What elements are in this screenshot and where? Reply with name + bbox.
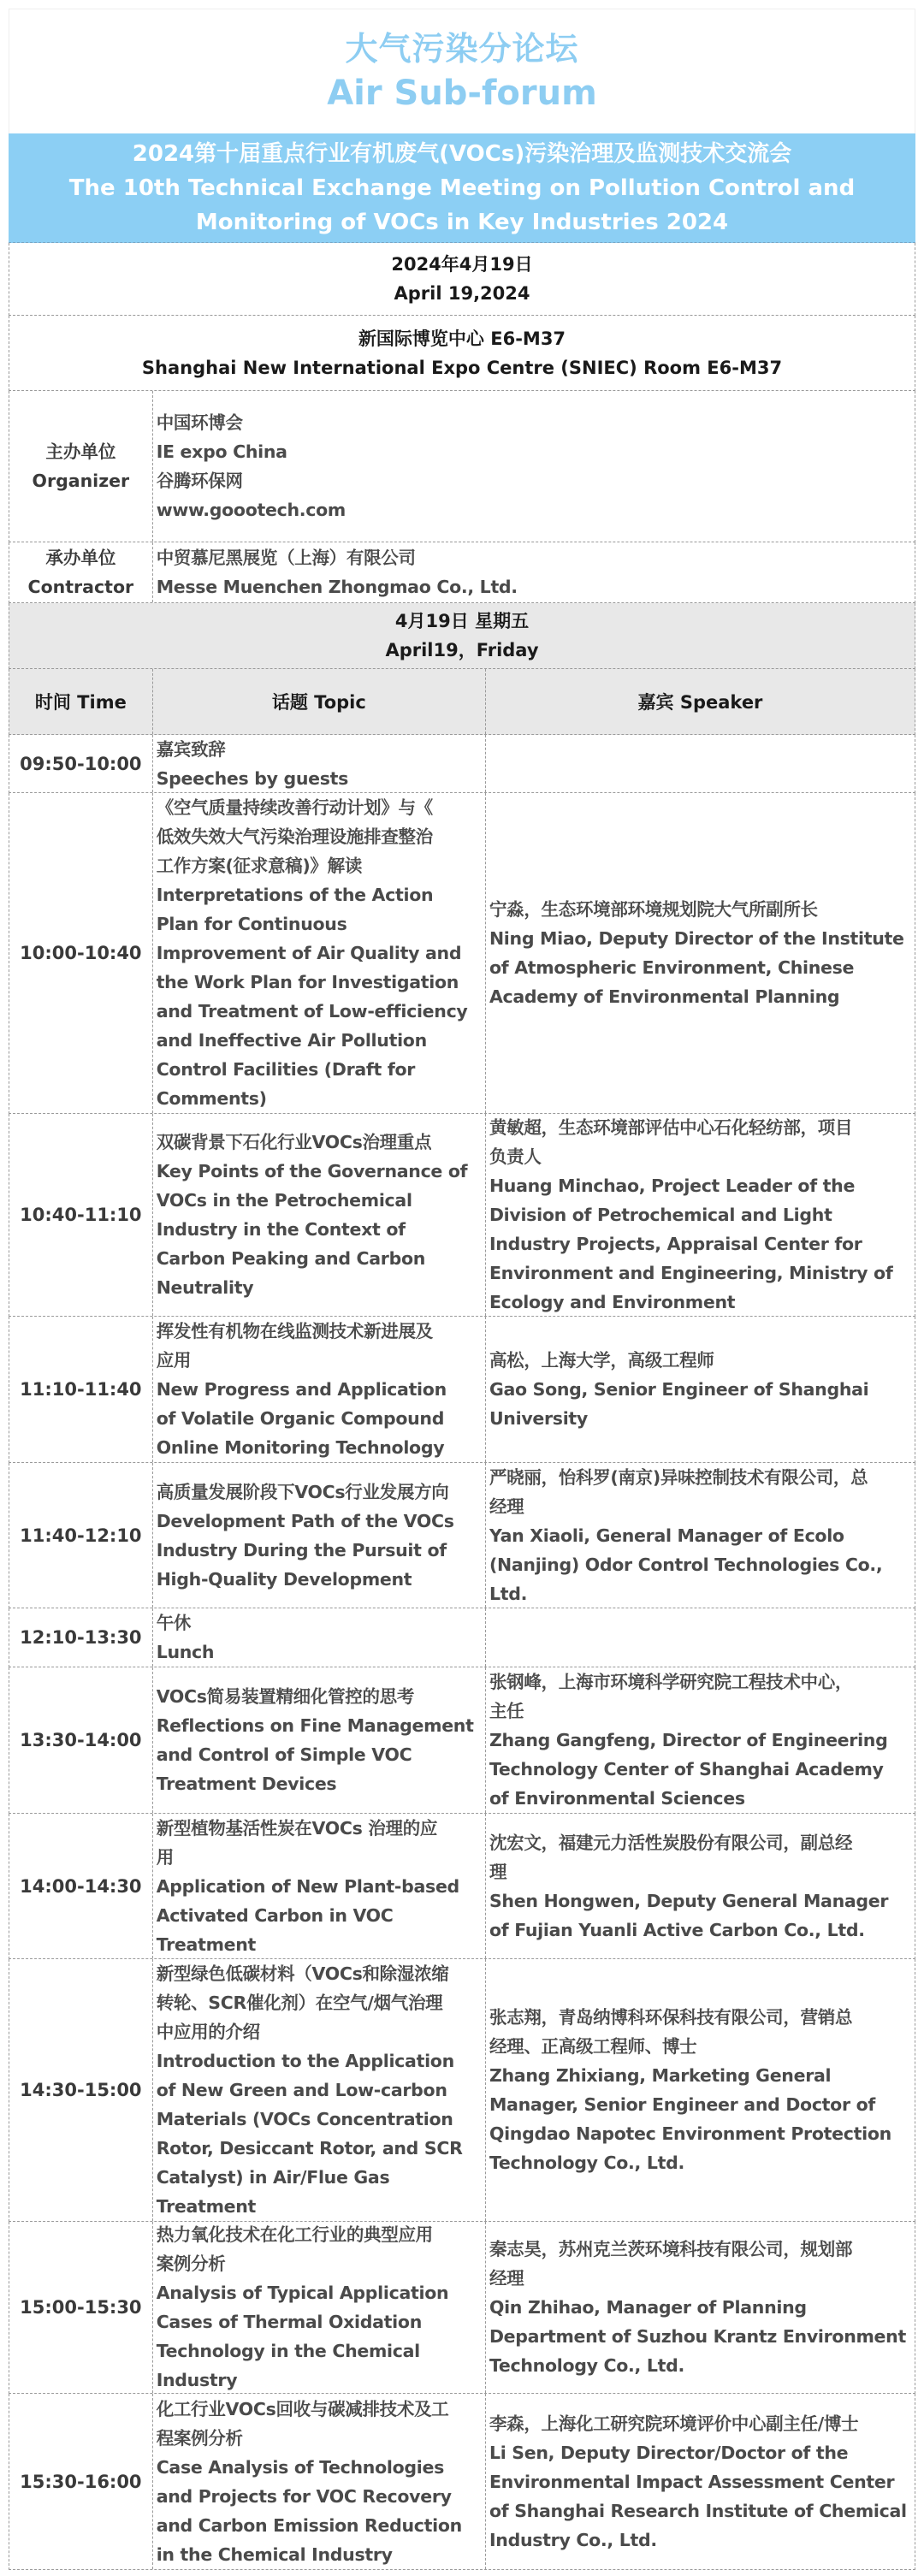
topic-line: Neutrality — [156, 1277, 254, 1298]
column-header-time: 时间 Time — [9, 669, 153, 734]
topic-line: VOCs简易装置精细化管控的思考 — [156, 1686, 415, 1707]
speaker-line: (Nanjing) Odor Control Technologies Co., — [489, 1554, 883, 1575]
organizer-row — [9, 391, 915, 542]
venue-row — [9, 316, 915, 391]
time-slot: 15:30-16:00 — [20, 2471, 142, 2492]
speaker-cell — [486, 735, 915, 792]
speaker-line: of Fujian Yuanli Active Carbon Co., Ltd. — [489, 1919, 865, 1940]
topic-line: 程案例分析 — [156, 2427, 243, 2449]
speaker-line: Ning Miao, Deputy Director of the Institute — [489, 928, 904, 949]
topic-cell — [153, 1667, 486, 1813]
speaker-line: Academy of Environmental Planning — [489, 986, 840, 1007]
speaker-line: Ltd. — [489, 1583, 528, 1604]
time-cell — [9, 2222, 153, 2393]
venue-cn: 新国际博览中心 E6-M37 — [358, 328, 566, 349]
topic-line: in the Chemical Industry — [156, 2543, 393, 2565]
meeting-title-cn: 2024第十届重点行业有机废气(VOCs)污染治理及监测技术交流会 — [132, 140, 792, 167]
topic-line: Treatment Devices — [156, 1774, 337, 1794]
speaker-line: 高松，上海大学，高级工程师 — [489, 1350, 714, 1371]
topic-line: New Progress and Application — [156, 1379, 447, 1400]
speaker-cell — [486, 1114, 915, 1316]
topic-line: Analysis of Typical Application — [156, 2283, 449, 2303]
topic-line: Plan for Continuous — [156, 914, 347, 934]
meeting-banner — [9, 133, 915, 243]
topic-line: and Carbon Emission Reduction — [156, 2514, 462, 2536]
topic-cell — [153, 1814, 486, 1958]
contractor-list — [153, 542, 915, 602]
schedule-row — [9, 735, 915, 793]
schedule-row — [9, 1814, 915, 1959]
topic-line: 中应用的介绍 — [156, 2022, 260, 2042]
contractor-item: 中贸慕尼黑展览（上海）有限公司 — [156, 548, 416, 568]
day-en: April19，Friday — [385, 640, 539, 660]
topic-line: 嘉宾致辞 — [156, 738, 226, 760]
topic-line: 挥发性有机物在线监测技术新进展及 — [156, 1321, 433, 1341]
topic-line: of New Green and Low-carbon — [156, 2080, 447, 2100]
topic-line: 低效失效大气污染治理设施排查整治 — [156, 826, 433, 847]
organizer-item: 谷腾环保网 — [156, 471, 243, 491]
contractor-item: Messe Muenchen Zhongmao Co., Ltd. — [156, 577, 518, 597]
date-en: April 19,2024 — [394, 283, 530, 304]
topic-line: 用 — [156, 1846, 174, 1868]
time-cell — [9, 1317, 153, 1462]
venue-en: Shanghai New International Expo Centre (SNIEC) Room E6-M37 — [141, 357, 783, 378]
time-slot: 11:40-12:10 — [20, 1525, 142, 1546]
topic-line: 午休 — [156, 1613, 192, 1633]
topic-cell — [153, 2394, 486, 2569]
speaker-line: Manager, Senior Engineer and Doctor of — [489, 2094, 876, 2115]
speaker-line: of Atmospheric Environment, Chinese — [489, 957, 855, 978]
column-header-speaker: 嘉宾 Speaker — [637, 692, 763, 713]
time-cell — [9, 1463, 153, 1608]
forum-title-en: Air Sub-forum — [327, 73, 597, 113]
topic-line: Comments) — [156, 1088, 267, 1109]
speaker-cell — [486, 1667, 915, 1813]
speaker-cell — [486, 793, 915, 1113]
topic-line: of Volatile Organic Compound — [156, 1408, 445, 1429]
speaker-line: 张志翔，青岛纳博科环保科技有限公司，营销总 — [489, 2007, 853, 2028]
topic-cell — [153, 2222, 486, 2393]
date-cn: 2024年4月19日 — [391, 254, 533, 275]
speaker-line: 经理 — [489, 1495, 524, 1517]
time-cell — [9, 1114, 153, 1316]
organizer-item: 中国环博会 — [156, 412, 243, 433]
time-cell — [9, 735, 153, 792]
topic-cell — [153, 1317, 486, 1462]
speaker-line: Technology Co., Ltd. — [489, 2355, 684, 2376]
speaker-line: Division of Petrochemical and Light — [489, 1205, 832, 1225]
topic-line: Case Analysis of Technologies — [156, 2456, 445, 2478]
speaker-cell — [486, 2394, 915, 2569]
organizer-label — [9, 391, 153, 542]
topic-cell — [153, 1463, 486, 1608]
time-cell — [9, 1608, 153, 1667]
speaker-line: Environmental Impact Assessment Center — [489, 2471, 895, 2492]
speaker-line: of Shanghai Research Institute of Chemical — [489, 2500, 907, 2521]
topic-line: Treatment — [156, 2196, 257, 2217]
speaker-line: 秦志昊，苏州克兰茨环境科技有限公司，规划部 — [489, 2239, 853, 2259]
schedule-row — [9, 1608, 915, 1667]
topic-line: Catalyst) in Air/Flue Gas — [156, 2167, 390, 2188]
topic-line: 新型绿色低碳材料（VOCs和除湿浓缩 — [156, 1963, 449, 1984]
time-cell — [9, 1667, 153, 1813]
schedule-row — [9, 1463, 915, 1608]
meeting-title-en-line2: Monitoring of VOCs in Key Industries 2024 — [195, 209, 729, 235]
topic-line: Control Facilities (Draft for — [156, 1059, 416, 1080]
speaker-line: Qingdao Napotec Environment Protection — [489, 2123, 891, 2144]
topic-line: 热力氧化技术在化工行业的典型应用 — [156, 2224, 433, 2245]
speaker-cell — [486, 1463, 915, 1608]
organizer-list — [153, 391, 915, 542]
topic-line: the Work Plan for Investigation — [156, 972, 459, 992]
meeting-title-en-line1: The 10th Technical Exchange Meeting on Pollution Control and — [68, 175, 856, 201]
speaker-line: 张钢峰，上海市环境科学研究院工程技术中心， — [489, 1672, 853, 1692]
speaker-cell — [486, 1608, 915, 1667]
time-slot: 13:30-14:00 — [20, 1730, 142, 1750]
topic-line: Rotor, Desiccant Rotor, and SCR — [156, 2138, 463, 2159]
topic-line: Cases of Thermal Oxidation — [156, 2312, 422, 2332]
organizer-label-en: Organizer — [32, 471, 130, 491]
speaker-line: Technology Co., Ltd. — [489, 2153, 684, 2173]
time-cell — [9, 1959, 153, 2221]
topic-line: Introduction to the Application — [156, 2051, 454, 2071]
topic-line: and Ineffective Air Pollution — [156, 1030, 427, 1051]
speaker-line: Shen Hongwen, Deputy General Manager — [489, 1890, 889, 1911]
speaker-line: 负责人 — [489, 1146, 542, 1167]
topic-line: 转轮、SCR催化剂）在空气/烟气治理 — [156, 1993, 443, 2013]
time-slot: 14:30-15:00 — [20, 2080, 142, 2100]
topic-line: Interpretations of the Action — [156, 885, 434, 905]
speaker-line: 严晓丽，怡科罗(南京)异味控制技术有限公司，总 — [489, 1466, 868, 1488]
speaker-line: 经理 — [489, 2268, 524, 2289]
forum-title-cn: 大气污染分论坛 — [345, 29, 579, 68]
topic-line: Speeches by guests — [156, 767, 349, 789]
topic-line: 化工行业VOCs回收与碳减排技术及工 — [156, 2398, 449, 2419]
schedule-row — [9, 1667, 915, 1814]
topic-line: Improvement of Air Quality and — [156, 943, 462, 963]
topic-line: Key Points of the Governance of — [156, 1161, 468, 1181]
topic-line: Materials (VOCs Concentration — [156, 2109, 453, 2129]
topic-line: Industry in the Context of — [156, 1219, 406, 1240]
schedule-row — [9, 2222, 915, 2394]
topic-cell — [153, 1959, 486, 2221]
schedule-row — [9, 2394, 915, 2570]
topic-line: Industry — [156, 2370, 238, 2390]
time-slot: 15:00-15:30 — [20, 2297, 142, 2318]
speaker-line: Zhang Zhixiang, Marketing General — [489, 2065, 832, 2086]
agenda-document — [9, 9, 915, 2570]
contractor-row — [9, 542, 915, 603]
topic-line: 高质量发展阶段下VOCs行业发展方向 — [156, 1481, 449, 1502]
contractor-label-en: Contractor — [27, 577, 134, 597]
speaker-cell — [486, 2222, 915, 2393]
topic-cell — [153, 735, 486, 792]
contractor-label-cn: 承办单位 — [45, 548, 116, 568]
speaker-line: Department of Suzhou Krantz Environment — [489, 2326, 906, 2347]
schedule-row — [9, 1114, 915, 1317]
speaker-line: 理 — [489, 1861, 507, 1882]
topic-line: 双碳背景下石化行业VOCs治理重点 — [156, 1132, 432, 1152]
speaker-line: Ecology and Environment — [489, 1292, 736, 1312]
table-header — [9, 669, 915, 735]
topic-line: Online Monitoring Technology — [156, 1437, 445, 1458]
time-slot: 10:40-11:10 — [20, 1205, 142, 1225]
day-cn: 4月19日 星期五 — [394, 611, 530, 631]
topic-line: 应用 — [156, 1350, 192, 1371]
speaker-line: Industry Projects, Appraisal Center for — [489, 1234, 862, 1254]
speaker-cell — [486, 1317, 915, 1462]
topic-line: Development Path of the VOCs — [156, 1510, 454, 1531]
topic-line: Application of New Plant-based — [156, 1875, 459, 1897]
topic-line: Technology in the Chemical — [156, 2341, 420, 2361]
topic-line: 案例分析 — [156, 2253, 226, 2274]
topic-line: 《空气质量持续改善行动计划》与《 — [156, 797, 433, 818]
topic-line: and Control of Simple VOC — [156, 1744, 412, 1765]
topic-cell — [153, 793, 486, 1113]
forum-title-block — [9, 9, 915, 133]
topic-line: Lunch — [156, 1642, 215, 1662]
column-header-topic: 话题 Topic — [153, 669, 486, 734]
contractor-label — [9, 542, 153, 602]
time-slot: 09:50-10:00 — [20, 753, 142, 774]
speaker-line: Yan Xiaoli, General Manager of Ecolo — [489, 1525, 844, 1546]
topic-line: High-Quality Development — [156, 1568, 412, 1590]
speaker-line: Environment and Engineering, Ministry of — [489, 1263, 893, 1283]
speaker-line: University — [489, 1408, 588, 1429]
time-slot: 11:10-11:40 — [20, 1379, 142, 1400]
time-cell — [9, 1814, 153, 1958]
speaker-line: 宁淼，生态环境部环境规划院大气所副所长 — [489, 899, 818, 920]
speaker-line: 李森，上海化工研究院环境评价中心副主任/博士 — [489, 2413, 859, 2434]
speaker-cell — [486, 1959, 915, 2221]
time-cell — [9, 2394, 153, 2569]
topic-cell — [153, 1608, 486, 1667]
date-row — [9, 243, 915, 316]
topic-line: VOCs in the Petrochemical — [156, 1190, 412, 1211]
speaker-line: Technology Center of Shanghai Academy — [489, 1759, 884, 1780]
schedule-row — [9, 793, 915, 1114]
speaker-line: of Environmental Sciences — [489, 1788, 745, 1809]
topic-line: 工作方案(征求意稿)》解读 — [156, 856, 363, 876]
time-slot: 14:00-14:30 — [20, 1875, 142, 1897]
schedule-row — [9, 1959, 915, 2222]
speaker-line: 黄敏超，生态环境部评估中心石化轻纺部，项目 — [489, 1117, 853, 1138]
topic-line: Treatment — [156, 1933, 257, 1955]
speaker-line: Zhang Gangfeng, Director of Engineering — [489, 1730, 888, 1750]
topic-line: Industry During the Pursuit of — [156, 1539, 447, 1560]
speaker-line: Gao Song, Senior Engineer of Shanghai — [489, 1379, 869, 1400]
topic-line: and Projects for VOC Recovery — [156, 2485, 452, 2507]
speaker-cell — [486, 1814, 915, 1958]
schedule-row — [9, 1317, 915, 1463]
topic-cell — [153, 1114, 486, 1316]
speaker-line: 沈宏文，福建元力活性炭股份有限公司，副总经 — [489, 1832, 853, 1853]
day-header — [9, 603, 915, 669]
topic-line: Reflections on Fine Management — [156, 1715, 474, 1736]
time-cell — [9, 793, 153, 1113]
speaker-line: Qin Zhihao, Manager of Planning — [489, 2297, 807, 2318]
speaker-line: 主任 — [489, 1701, 524, 1721]
speaker-line: Industry Co., Ltd. — [489, 2529, 657, 2550]
time-slot: 10:00-10:40 — [20, 943, 142, 963]
time-slot: 12:10-13:30 — [20, 1627, 142, 1648]
topic-line: 新型植物基活性炭在VOCs 治理的应 — [156, 1817, 438, 1839]
organizer-item: IE expo China — [156, 441, 287, 462]
schedule-table-body — [9, 735, 915, 2570]
organizer-label-cn: 主办单位 — [45, 441, 116, 462]
topic-line: and Treatment of Low-efficiency — [156, 1001, 468, 1022]
speaker-line: 经理、正高级工程师、博士 — [489, 2036, 697, 2057]
speaker-line: Li Sen, Deputy Director/Doctor of the — [489, 2442, 849, 2463]
speaker-line: Huang Minchao, Project Leader of the — [489, 1175, 856, 1196]
topic-line: Carbon Peaking and Carbon — [156, 1248, 426, 1269]
topic-line: Activated Carbon in VOC — [156, 1904, 394, 1926]
organizer-website-link[interactable]: www.goootech.com — [156, 500, 346, 520]
